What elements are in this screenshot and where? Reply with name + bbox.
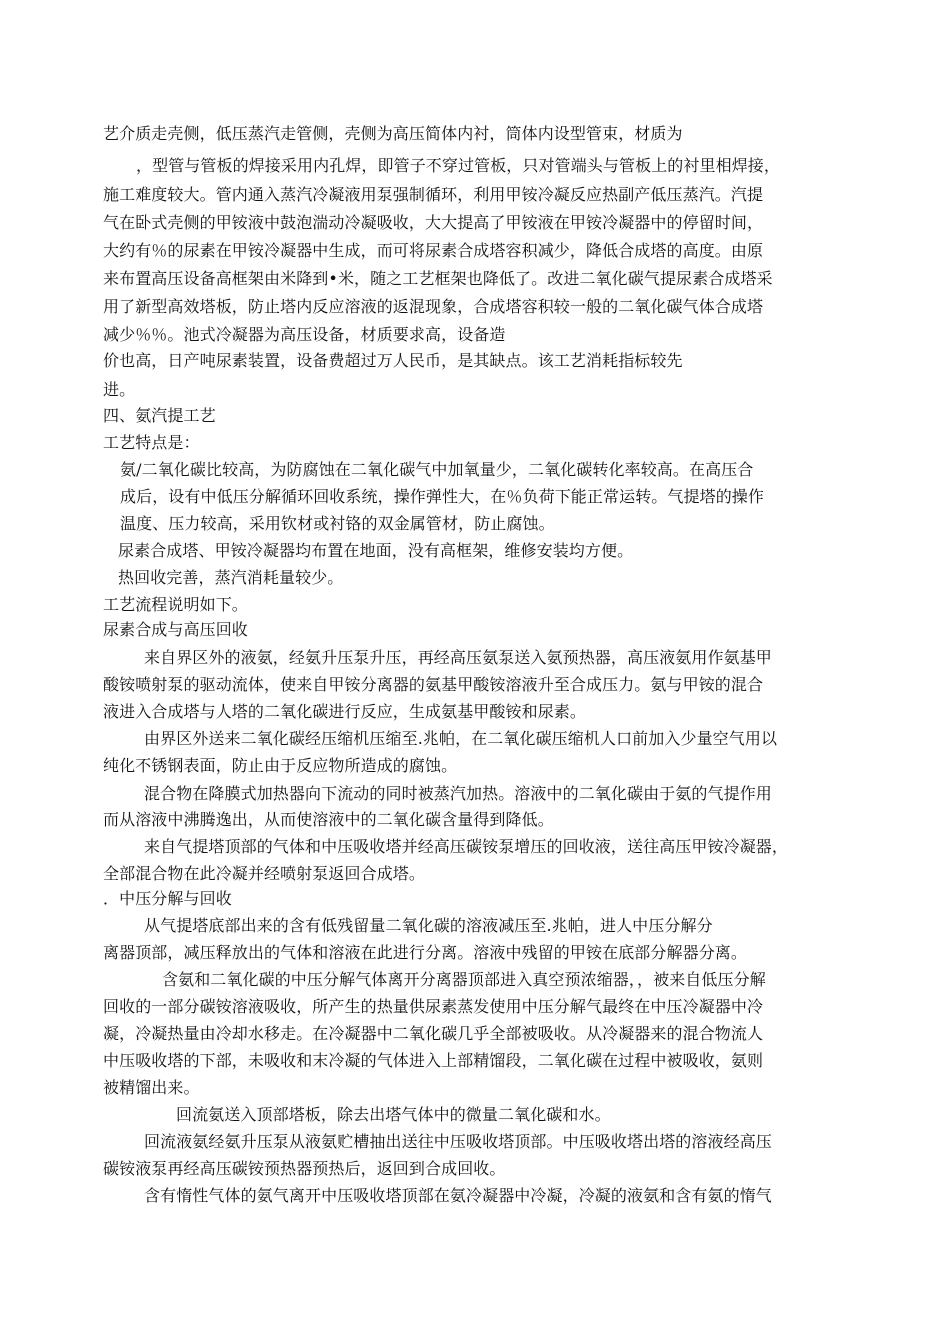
text-line: 温度、压力较高，采用钦材或衬铬的双金属管材，防止腐蚀。	[120, 514, 555, 533]
section-heading: 四、氨汽提工艺	[103, 406, 216, 425]
text-line: 碳铵液泵再经高压碳铵预热器预热后，返回到合成回收。	[103, 1159, 506, 1178]
text-line: 气在卧式壳侧的甲铵液中鼓泡湍动冷凝吸收，大大提高了甲铵液在甲铵冷凝器中的停留时间，	[103, 213, 764, 232]
text-line: 含氨和二氧化碳的中压分解气体离开分离器顶部进入真空预浓缩器，，被来自低压分解	[162, 970, 766, 989]
text-line: 全部混合物在此冷凝并经喷射泵返回合成塔。	[103, 864, 426, 883]
text-line: ，型管与管板的焊接采用内孔焊，即管子不穿过管板，只对管端头与管板上的衬里相焊接，	[136, 156, 781, 175]
text-line: 由界区外送来二氧化碳经压缩机压缩至.兆帕，在二氧化碳压缩机人口前加入少量空气用以	[144, 729, 778, 748]
text-line: 从气提塔底部出来的含有低残留量二氧化碳的溶液减压至.兆帕，进人中压分解分	[144, 916, 713, 935]
text-line: 热回收完善，蒸汽消耗量较少。	[118, 568, 344, 587]
text-line: 来布置高压设备高框架由米降到•米，随之工艺框架也降低了。改进二氧化碳气提尿素合成塔采	[103, 269, 773, 288]
text-line: 成后，设有中低压分解循环回收系统，操作弹性大，在％负荷下能正常运转。气提塔的操作	[120, 487, 765, 506]
text-line: 回流氨送入顶部塔板，除去出塔气体中的微量二氧化碳和水。	[176, 1105, 611, 1124]
text-line: 离器顶部，减压释放出的气体和溶液在此进行分离。溶液中残留的甲铵在底部分解器分离。	[103, 943, 748, 962]
text-line: 含有惰性气体的氨气离开中压吸收塔顶部在氨冷凝器中冷凝，冷凝的液氨和含有氨的惰气	[144, 1186, 772, 1205]
text-line: 酸铵喷射泵的驱动流体，使来自甲铵分离器的氨基甲酸铵溶液升至合成压力。氨与甲铵的混合	[103, 675, 764, 694]
text-line: 尿素合成塔、甲铵冷凝器均布置在地面，没有高框架，维修安装均方便。	[118, 541, 634, 560]
text-line: 混合物在降膜式加热器向下流动的同时被蒸汽加热。溶液中的二氧化碳由于氨的气提作用	[144, 784, 772, 803]
text-line: 价也高，日产吨尿素装置，设备费超过万人民币，是其缺点。该工艺消耗指标较先	[103, 351, 683, 370]
text-line: 中压吸收塔的下部，未吸收和末冷凝的气体进入上部精馏段，二氧化碳在过程中被吸收，氨则	[103, 1051, 764, 1070]
text-line: 来自界区外的液氨，经氨升压泵升压，再经高压氨泵送入氨预热器，高压液氨用作氨基甲	[144, 648, 772, 667]
text-line: 回流液氨经氨升压泵从液氨贮槽抽出送往中压吸收塔顶部。中压吸收塔出塔的溶液经高压	[144, 1132, 772, 1151]
text-line: 工艺流程说明如下。	[103, 595, 248, 614]
subsection-heading: 尿素合成与高压回收	[103, 620, 248, 639]
text-line: 大约有％的尿素在甲铵冷凝器中生成，而可将尿素合成塔容积减少，降低合成塔的高度。由原	[103, 241, 764, 260]
subsection-heading: ．中压分解与回收	[103, 889, 232, 908]
text-line: 被精馏出来。	[103, 1078, 200, 1097]
text-line: 氨/二氧化碳比较高，为防腐蚀在二氧化碳气中加氧量少，二氧化碳转化率较高。在高压合	[120, 460, 754, 479]
text-line: 减少％％。池式冷凝器为高压设备，材质要求高，设备造	[103, 325, 506, 344]
text-line: 纯化不锈钢表面，防止由于反应物所造成的腐蚀。	[103, 756, 458, 775]
text-line: 而从溶液中沸腾逸出，从而使溶液中的二氧化碳含量得到降低。	[103, 810, 554, 829]
text-line: 用了新型高效塔板，防止塔内反应溶液的返混现象，合成塔容积较一般的二氧化碳气体合成塔	[103, 297, 764, 316]
text-line: 艺介质走壳侧，低压蒸汽走管侧，壳侧为高压简体内衬，筒体内设型管束，材质为	[103, 124, 683, 143]
text-line: 液进入合成塔与人塔的二氧化碳进行反应，生成氨基甲酸铵和尿素。	[103, 702, 587, 721]
text-line: 来自气提塔顶部的气体和中压吸收塔并经高压碳铵泵增压的回收液，送往高压甲铵冷凝器，	[144, 837, 789, 856]
text-line: 进。	[103, 380, 136, 399]
text-line: 施工难度较大。管内通入蒸汽冷凝液用泵强制循环，利用甲铵冷凝反应热副产低压蒸汽。汽提	[103, 185, 764, 204]
text-line: 回收的一部分碳铵溶液吸收，所产生的热量供尿素蒸发使用中压分解气最终在中压冷凝器中冷	[103, 997, 764, 1016]
text-line: 工艺特点是：	[103, 433, 200, 452]
text-line: 凝，冷凝热量由冷却水移走。在冷凝器中二氧化碳几乎全部被吸收。从冷凝器来的混合物流人	[103, 1024, 764, 1043]
